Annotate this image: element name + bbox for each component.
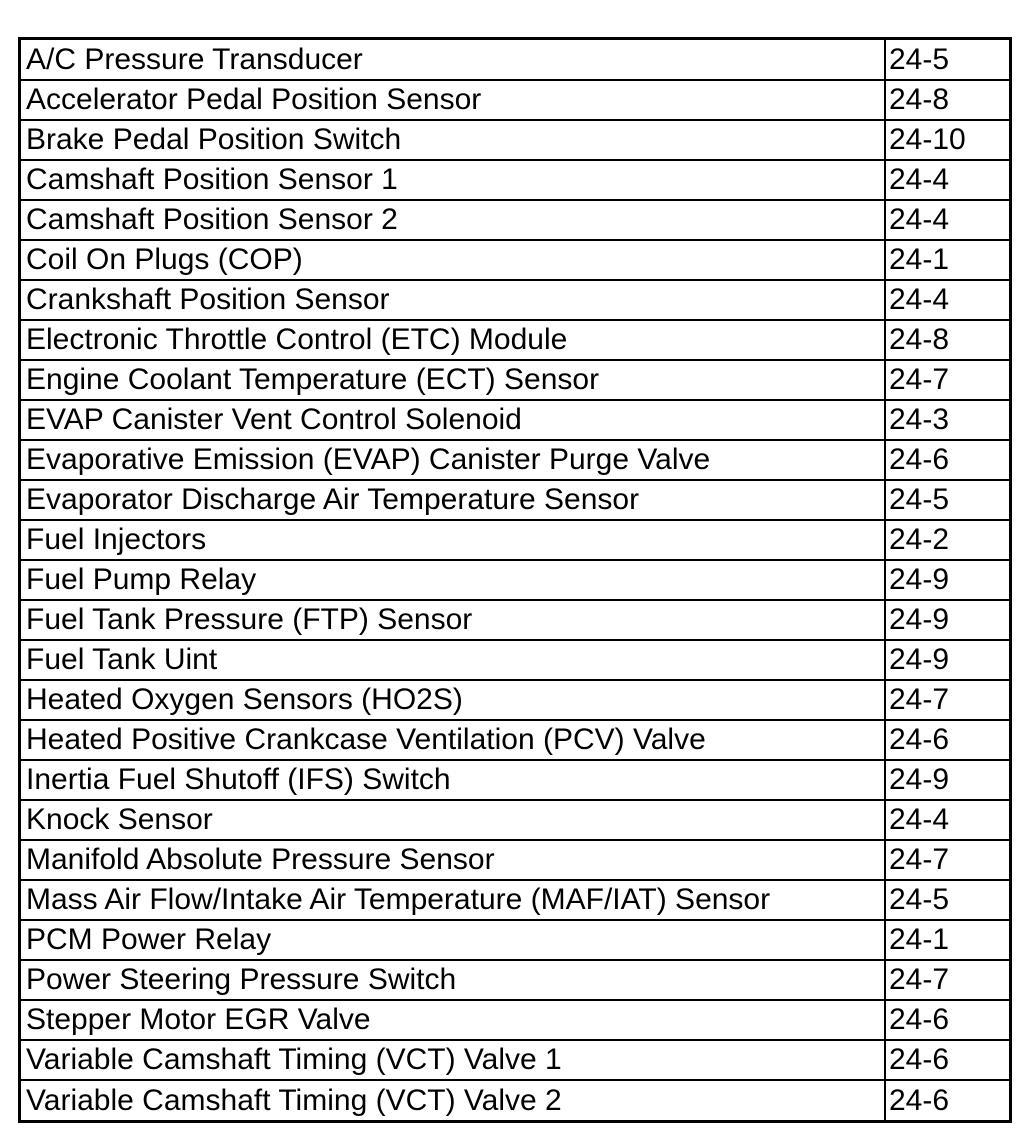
- table-row: [21, 960, 1009, 1000]
- table-row: [21, 880, 1009, 920]
- page-reference-cell: 24-7: [885, 840, 1009, 880]
- page-reference-cell: 24-7: [885, 680, 1009, 720]
- page-reference-cell: 24-5: [885, 40, 1009, 80]
- table-row: [21, 600, 1009, 640]
- table-row: [21, 320, 1009, 360]
- table-row: [21, 800, 1009, 840]
- page-reference-cell: 24-4: [885, 200, 1009, 240]
- component-name-cell: Camshaft Position Sensor 2: [21, 200, 885, 240]
- component-name-cell: Power Steering Pressure Switch: [21, 960, 885, 1000]
- component-name-cell: Heated Oxygen Sensors (HO2S): [21, 680, 885, 720]
- component-name-cell: Camshaft Position Sensor 1: [21, 160, 885, 200]
- table-row: [21, 760, 1009, 800]
- page-reference-cell: 24-1: [885, 920, 1009, 960]
- table-row: [21, 720, 1009, 760]
- table-row: [21, 440, 1009, 480]
- table-row: [21, 840, 1009, 880]
- table-row: [21, 400, 1009, 440]
- table-row: [21, 640, 1009, 680]
- table-row: [21, 680, 1009, 720]
- page-reference-cell: 24-1: [885, 240, 1009, 280]
- page-reference-cell: 24-10: [885, 120, 1009, 160]
- page-reference-cell: 24-3: [885, 400, 1009, 440]
- page-reference-cell: 24-6: [885, 1040, 1009, 1080]
- component-name-cell: EVAP Canister Vent Control Solenoid: [21, 400, 885, 440]
- component-name-cell: Fuel Tank Pressure (FTP) Sensor: [21, 600, 885, 640]
- page-reference-cell: 24-5: [885, 880, 1009, 920]
- component-name-cell: Engine Coolant Temperature (ECT) Sensor: [21, 360, 885, 400]
- table-row: [21, 520, 1009, 560]
- component-name-cell: Variable Camshaft Timing (VCT) Valve 2: [21, 1080, 885, 1120]
- page-reference-cell: 24-4: [885, 800, 1009, 840]
- component-name-cell: Accelerator Pedal Position Sensor: [21, 80, 885, 120]
- page-reference-cell: 24-6: [885, 1000, 1009, 1040]
- component-name-cell: Manifold Absolute Pressure Sensor: [21, 840, 885, 880]
- component-name-cell: Fuel Tank Uint: [21, 640, 885, 680]
- component-name-cell: Stepper Motor EGR Valve: [21, 1000, 885, 1040]
- component-name-cell: Heated Positive Crankcase Ventilation (PCV) Valve: [21, 720, 885, 760]
- component-name-cell: Variable Camshaft Timing (VCT) Valve 1: [21, 1040, 885, 1080]
- component-name-cell: Knock Sensor: [21, 800, 885, 840]
- component-index-table-frame: [18, 37, 1012, 1123]
- table-row: [21, 560, 1009, 600]
- table-row: [21, 80, 1009, 120]
- component-name-cell: Evaporator Discharge Air Temperature Sensor: [21, 480, 885, 520]
- component-name-cell: Mass Air Flow/Intake Air Temperature (MAF/IAT) Sensor: [21, 880, 885, 920]
- page-reference-cell: 24-9: [885, 640, 1009, 680]
- component-name-cell: Coil On Plugs (COP): [21, 240, 885, 280]
- page-reference-cell: 24-4: [885, 160, 1009, 200]
- page-reference-cell: 24-9: [885, 600, 1009, 640]
- component-name-cell: Brake Pedal Position Switch: [21, 120, 885, 160]
- component-name-cell: Evaporative Emission (EVAP) Canister Purge Valve: [21, 440, 885, 480]
- component-name-cell: PCM Power Relay: [21, 920, 885, 960]
- page-reference-cell: 24-9: [885, 760, 1009, 800]
- page-reference-cell: 24-7: [885, 960, 1009, 1000]
- page-reference-cell: 24-6: [889, 1083, 950, 1117]
- page-reference-cell: 24-6: [885, 440, 1009, 480]
- table-row: [21, 360, 1009, 400]
- table-row: [21, 1000, 1009, 1040]
- table-row: [21, 920, 1009, 960]
- table-row: [21, 1080, 1009, 1120]
- page-reference-cell: 24-8: [885, 320, 1009, 360]
- table-row: [21, 480, 1009, 520]
- component-name-cell: Inertia Fuel Shutoff (IFS) Switch: [21, 760, 885, 800]
- component-name-cell: A/C Pressure Transducer: [21, 40, 885, 80]
- table-row: [21, 1040, 1009, 1080]
- table-body: [21, 40, 1009, 1120]
- page-reference-cell: 24-7: [885, 360, 1009, 400]
- component-index-table: [21, 40, 1009, 1120]
- page-reference-cell: 24-4: [885, 280, 1009, 320]
- component-name-cell: Electronic Throttle Control (ETC) Module: [21, 320, 885, 360]
- table-row: [21, 160, 1009, 200]
- page-reference-cell: 24-8: [885, 80, 1009, 120]
- component-name-cell: Fuel Injectors: [21, 520, 885, 560]
- page-reference-cell: 24-9: [885, 560, 1009, 600]
- page-reference-cell: 24-5: [885, 480, 1009, 520]
- component-name-cell: Fuel Pump Relay: [21, 560, 885, 600]
- page-reference-cell: 24-6: [885, 720, 1009, 760]
- component-name-cell: Crankshaft Position Sensor: [21, 280, 885, 320]
- table-row: [21, 240, 1009, 280]
- table-row: [21, 120, 1009, 160]
- page-reference-cell: 24-2: [885, 520, 1009, 560]
- table-row: [21, 280, 1009, 320]
- table-row: [21, 200, 1009, 240]
- table-row: [21, 40, 1009, 80]
